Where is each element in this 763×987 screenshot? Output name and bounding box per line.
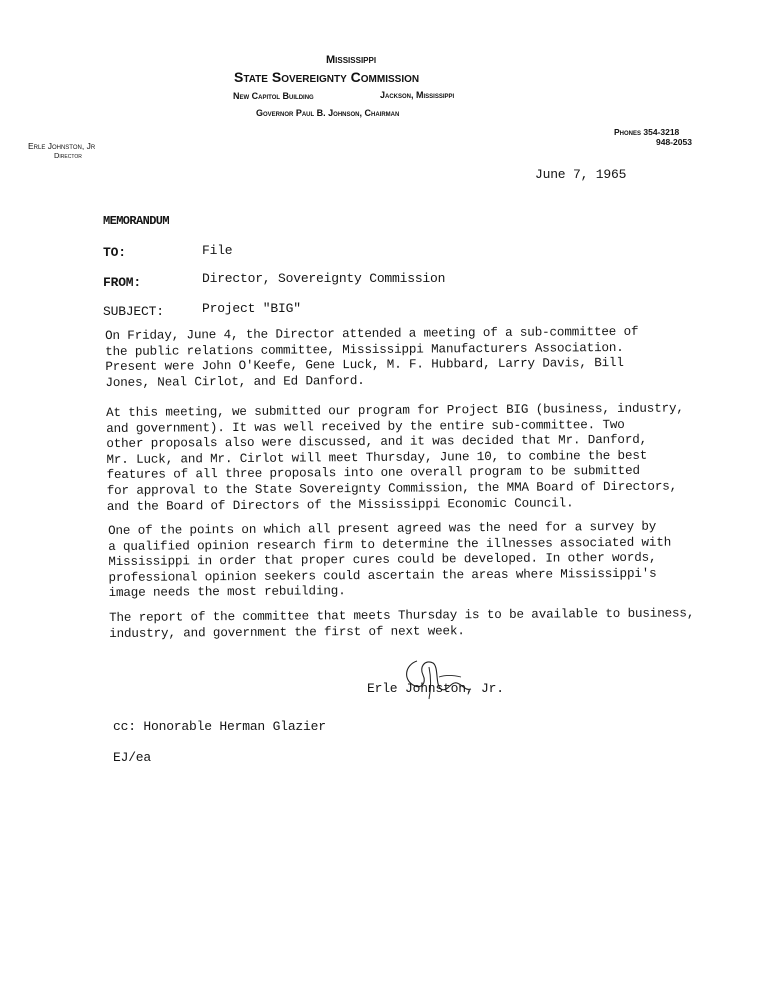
letterhead-governor: Governor Paul B. Johnson, Chairman: [256, 108, 400, 118]
handwritten-signature: [395, 655, 475, 705]
body-paragraph-3: [108, 520, 672, 602]
to-value: File: [202, 243, 233, 258]
letterhead-director-name: Erle Johnston, Jr: [28, 141, 96, 151]
signature-name: Erle Johnston, Jr.: [367, 681, 504, 696]
memo-date: June 7, 1965: [535, 167, 627, 182]
paragraph-line: Jones, Neal Cirlot, and Ed Danford.: [105, 373, 365, 390]
letterhead-phone2: 948-2053: [656, 137, 692, 147]
to-label: TO:: [103, 245, 126, 260]
subject-label: SUBJECT:: [103, 304, 164, 319]
paragraph-line: other proposals also were discussed, and it was decided that Mr. Danford,: [106, 432, 648, 452]
paragraph-line: and the Board of Directors of the Mississippi Economic Council.: [106, 495, 574, 514]
paragraph-line: the public relations committee, Mississippi Manufacturers Association.: [105, 340, 624, 359]
letterhead-director-title: Director: [54, 151, 82, 160]
letterhead-phones: Phones 354-3218: [614, 127, 680, 137]
paragraph-line: At this meeting, we submitted our program for Project BIG (business, industry,: [106, 401, 684, 420]
paragraph-line: On Friday, June 4, the Director attended a meeting of a sub-committee of: [105, 324, 639, 343]
paragraph-line: industry, and government the first of next week.: [109, 623, 465, 641]
paragraph-line: The report of the committee that meets Thursday is to be available to business,: [109, 606, 695, 625]
from-label: FROM:: [103, 275, 142, 290]
paragraph-line: One of the points on which all present agreed was the need for a survey by: [108, 519, 657, 538]
memo-heading: MEMORANDUM: [103, 214, 170, 228]
letterhead-commission: State Sovereignty Commission: [234, 69, 420, 85]
body-paragraph-2: [106, 401, 685, 515]
body-paragraph-1: [105, 325, 639, 392]
subject-value: Project "BIG": [202, 301, 301, 316]
paragraph-line: Present were John O'Keefe, Gene Luck, M. F. Hubbard, Larry Davis, Bill: [105, 356, 624, 375]
paragraph-line: Mississippi in order that proper cures could be developed. In other words,: [108, 550, 657, 570]
letterhead-building: New Capitol Building: [233, 91, 314, 101]
paragraph-line: and government). It was well received by the entire sub-committee. Two: [106, 417, 625, 436]
paragraph-line: professional opinion seekers could ascertain the areas where Mississippi's: [108, 566, 657, 585]
paragraph-line: a qualified opinion research firm to determine the illnesses associated with: [108, 535, 672, 554]
from-value: Director, Sovereignty Commission: [202, 271, 446, 286]
paragraph-line: image needs the most rebuilding.: [108, 584, 346, 601]
paragraph-line: features of all three proposals into one overall program to be submitted: [106, 464, 640, 483]
paragraph-line: Mr. Luck, and Mr. Cirlot will meet Thursday, June 10, to combine the best: [106, 448, 648, 467]
paragraph-line: for approval to the State Sovereignty Commission, the MMA Board of Directors,: [106, 479, 678, 498]
letterhead-state: Mississippi: [326, 54, 377, 66]
typist-initials: EJ/ea: [113, 750, 152, 765]
cc-line: cc: Honorable Herman Glazier: [113, 719, 326, 734]
letterhead-city: Jackson, Mississippi: [380, 90, 455, 100]
body-paragraph-4: [109, 606, 694, 642]
